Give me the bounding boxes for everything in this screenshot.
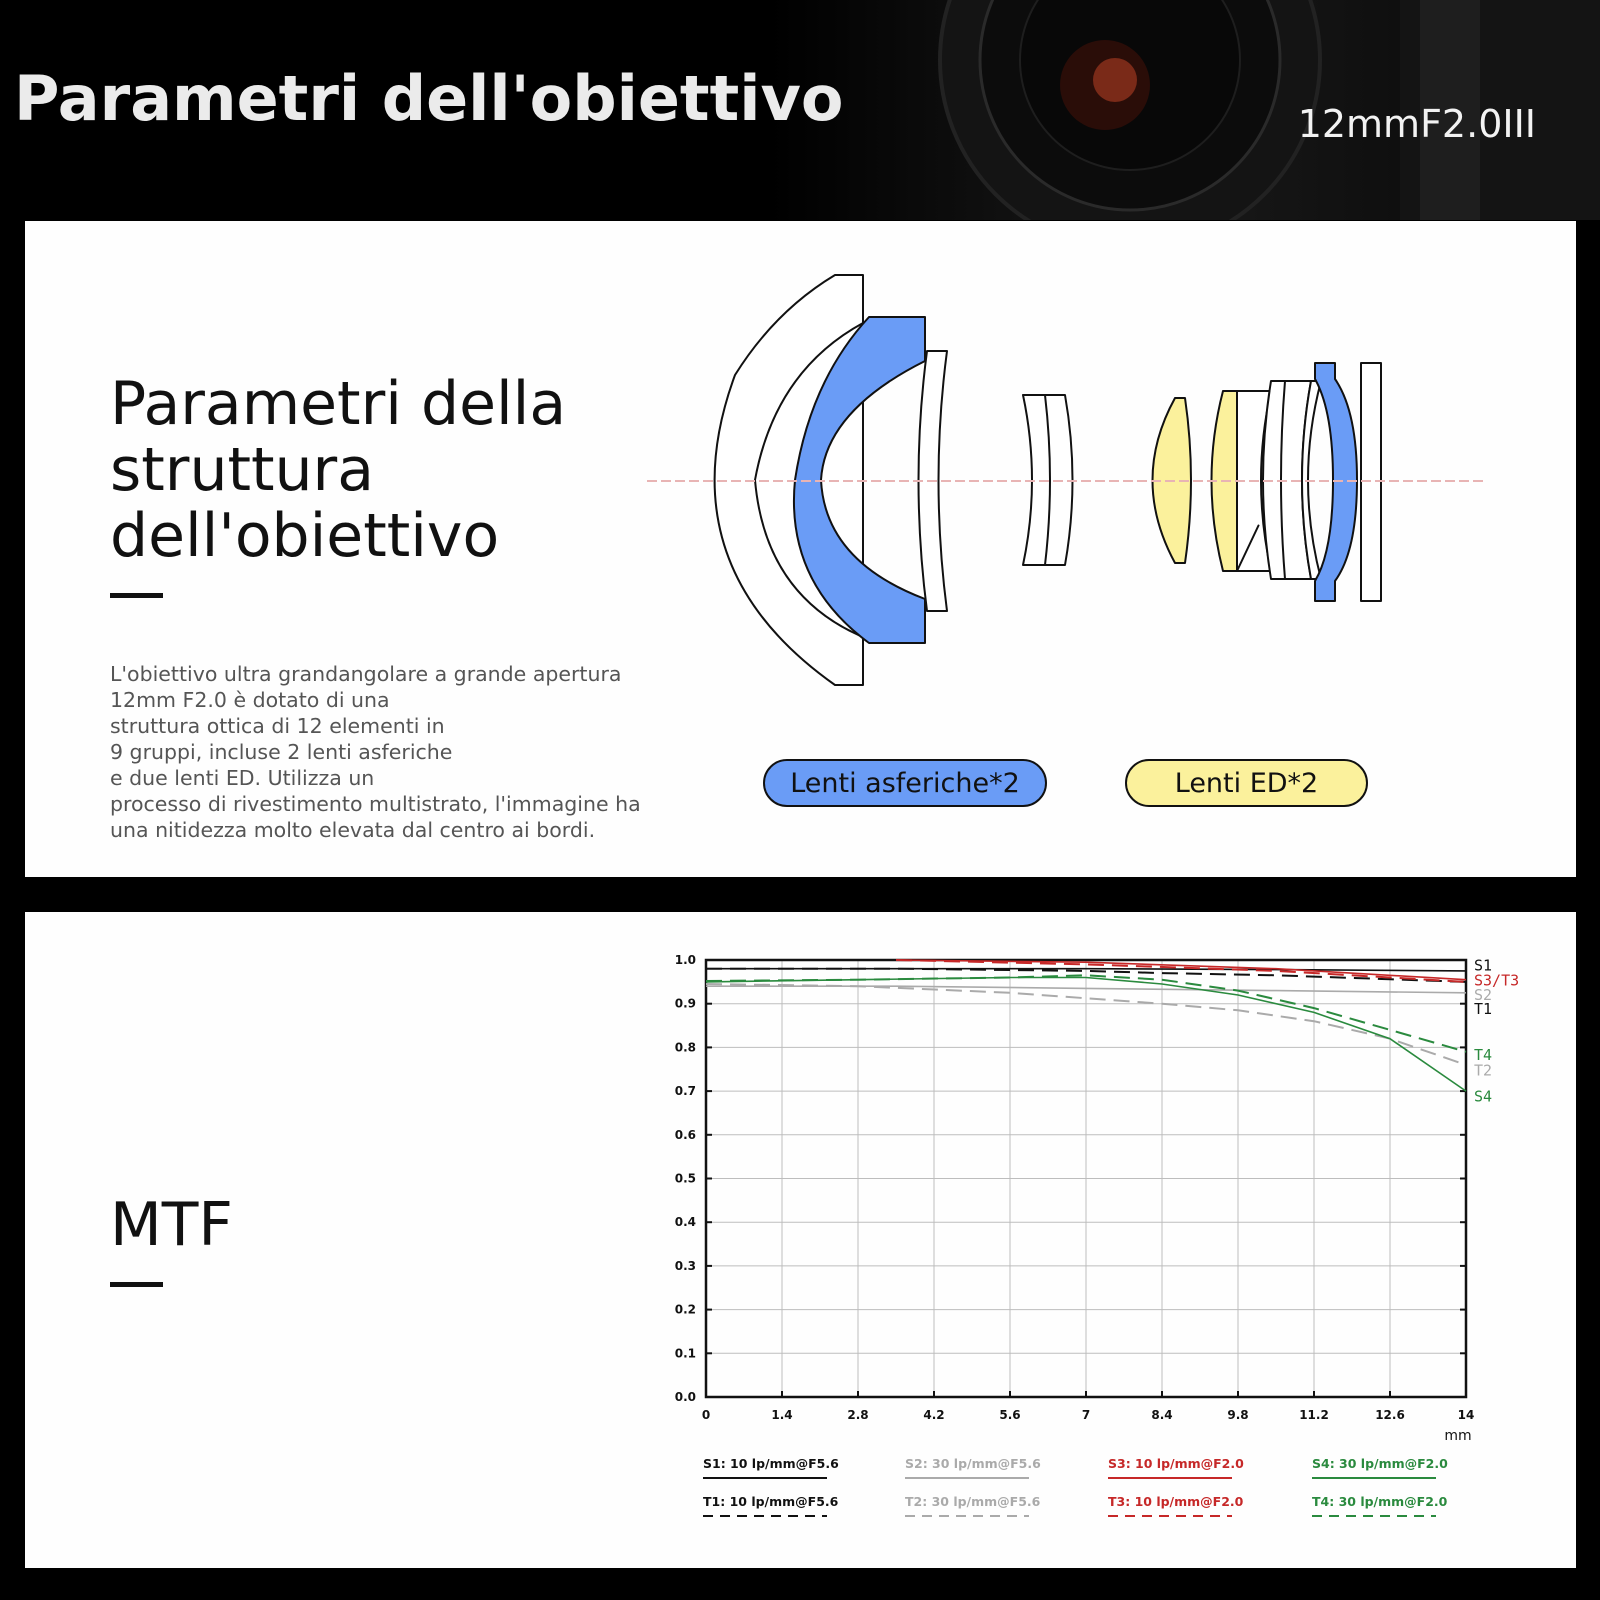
model-name: 12mmF2.0III — [1297, 102, 1536, 146]
lens-structure-diagram — [625, 261, 1525, 701]
structure-title: Parametri della struttura dell'obiettivo — [110, 369, 567, 571]
legend-label: S4: 30 lp/mm@F2.0 — [1312, 1456, 1448, 1471]
y-tick-label: 0.6 — [674, 1127, 696, 1142]
y-tick-label: 0.4 — [674, 1215, 696, 1230]
legend-label: T4: 30 lp/mm@F2.0 — [1312, 1494, 1448, 1509]
description-line: e due lenti ED. Utilizza un — [110, 766, 375, 790]
y-tick-label: 0.0 — [674, 1390, 696, 1404]
legend-label: S2: 30 lp/mm@F5.6 — [905, 1456, 1041, 1471]
y-tick-label: 1.0 — [674, 953, 696, 967]
x-axis-label: mm — [1444, 1428, 1472, 1444]
series-end-label: T1 — [1474, 1000, 1493, 1019]
y-tick-label: 0.7 — [674, 1084, 696, 1099]
x-tick-label: 14 — [1457, 1408, 1475, 1422]
y-tick-label: 0.2 — [674, 1302, 696, 1317]
description-line: 9 gruppi, incluse 2 lenti asferiche — [110, 740, 453, 764]
title-underline — [110, 1282, 163, 1287]
x-tick-label: 9.8 — [1227, 1408, 1249, 1422]
mtf-title: MTF — [110, 1190, 233, 1260]
mtf-chart — [595, 912, 1555, 1568]
series-end-label: T4 — [1474, 1045, 1493, 1064]
title-underline — [110, 593, 163, 598]
x-tick-label: 5.6 — [999, 1408, 1021, 1422]
y-tick-label: 0.3 — [674, 1258, 696, 1273]
description-line: processo di rivestimento multistrato, l'immagine ha — [110, 792, 641, 816]
legend-label: T3: 10 lp/mm@F2.0 — [1108, 1494, 1244, 1509]
series-end-label: S2 — [1474, 986, 1493, 1005]
x-tick-label: 4.2 — [923, 1408, 945, 1422]
description-line: una nitidezza molto elevata dal centro ai bordi. — [110, 818, 596, 842]
aspheric-badge: Lenti asferiche*2 — [763, 759, 1047, 807]
y-tick-label: 0.9 — [674, 996, 696, 1011]
mtf-panel — [25, 912, 1576, 1568]
x-tick-label: 7 — [1081, 1408, 1091, 1422]
legend-label: T1: 10 lp/mm@F5.6 — [703, 1494, 839, 1509]
series-end-label: S1 — [1474, 956, 1493, 975]
structure-panel — [25, 221, 1576, 877]
legend-label: T2: 30 lp/mm@F5.6 — [905, 1494, 1041, 1509]
y-tick-label: 0.8 — [674, 1040, 696, 1055]
series-end-label: S3/T3 — [1474, 971, 1520, 990]
description-line: 12mm F2.0 è dotato di una — [110, 688, 390, 712]
y-tick-label: 0.5 — [674, 1171, 696, 1186]
x-tick-label: 11.2 — [1299, 1408, 1329, 1422]
x-tick-label: 12.6 — [1375, 1408, 1405, 1422]
legend-label: S1: 10 lp/mm@F5.6 — [703, 1456, 839, 1471]
x-tick-label: 2.8 — [847, 1408, 869, 1422]
x-tick-label: 0 — [701, 1408, 711, 1422]
series-end-label: S4 — [1474, 1087, 1493, 1106]
structure-description — [110, 661, 641, 843]
description-line: L'obiettivo ultra grandangolare a grande apertura — [110, 662, 622, 686]
header-banner — [0, 0, 1600, 220]
ed-badge: Lenti ED*2 — [1125, 759, 1368, 807]
y-tick-label: 0.1 — [674, 1346, 696, 1361]
description-line: struttura ottica di 12 elementi in — [110, 714, 445, 738]
page-title: Parametri dell'obiettivo — [14, 62, 844, 135]
legend-label: S3: 10 lp/mm@F2.0 — [1108, 1456, 1244, 1471]
x-tick-label: 1.4 — [771, 1408, 793, 1422]
x-tick-label: 8.4 — [1151, 1408, 1173, 1422]
series-end-label: T2 — [1474, 1061, 1493, 1080]
